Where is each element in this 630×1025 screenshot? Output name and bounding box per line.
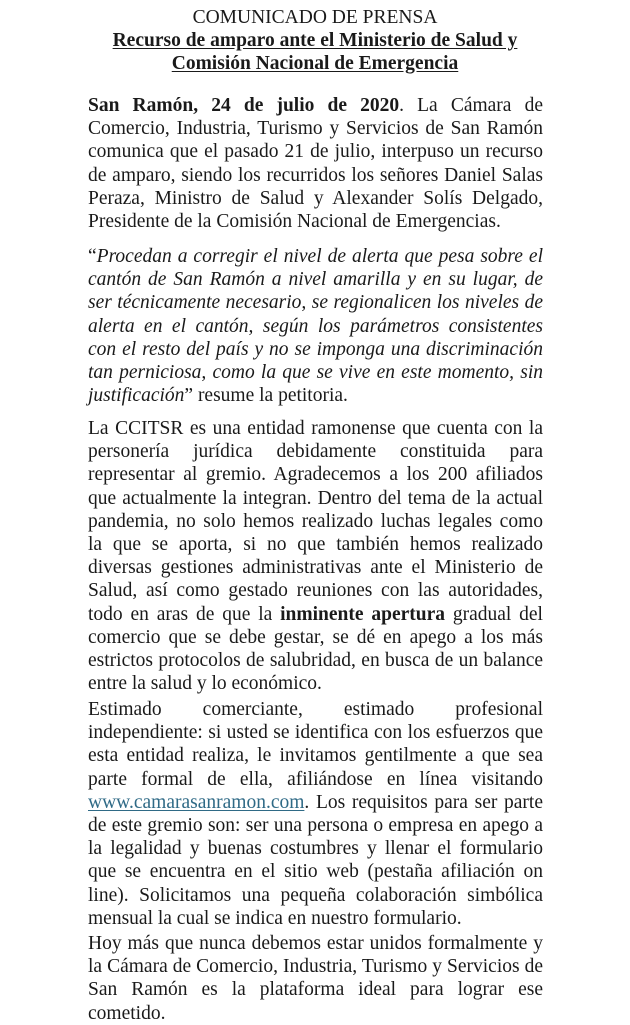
- open-quote: “: [88, 246, 97, 267]
- dateline: San Ramón, 24 de julio de 2020: [88, 95, 400, 116]
- invitation-text-before: Estimado comerciante, estimado profesional independiente: si usted se identifica con los esfuerzos que esta entidad realiza, le invitamos gentilmente a que sea parte formal de ella, afiliándose en línea visitando: [88, 699, 543, 790]
- quote-tail: resume la petitoria.: [193, 385, 348, 407]
- paragraph-invitation: [88, 698, 543, 930]
- intro-text: . La Cámara de Comercio, Industria, Turismo y Servicios de San Ramón comunica que el pasado 21 de julio, interpuso un recurso de amparo, siendo los recurridos los señores Daniel Salas Peraza, Ministro de Salud y Alexander Solís Delgado, Presidente de la Comisión Nacional de Emergencias.: [88, 95, 543, 233]
- website-link[interactable]: www.camarasanramon.com: [88, 791, 305, 813]
- about-text-before: La CCITSR es una entidad ramonense que cuenta con la personería jurídica debidamente constituida para representar al gremio. Agradecemos a los 200 afiliados que actualmente la integran. Dentro del tema de la actual pandemia, no solo hemos realizado luchas legales como la que se aporta, si no que también hemos realizado diversas gestiones administrativas ante el Ministerio de Salud, así como gestado reuniones con las autoridades, todo en aras de que la: [88, 418, 543, 625]
- document-header: [0, 0, 630, 75]
- closing-text: Hoy más que nunca debemos estar unidos formalmente y la Cámara de Comercio, Industria, Turismo y Servicios de San Ramón es la plataforma ideal para lograr ese cometido.: [88, 933, 543, 1024]
- paragraph-about: [88, 417, 543, 695]
- document-title-line-1: Recurso de amparo ante el Ministerio de Salud y: [112, 30, 518, 51]
- paragraph-intro: [88, 94, 543, 233]
- invitation-text-after: . Los requisitos para ser parte de este gremio son: ser una persona o empresa en apego a la legalidad y buenas costumbres y llenar el formulario que se encuentra en el sitio web (pestaña afiliación on line). Solicitamos una pequeña colaboración simbólica mensual la cual se indica en nuestro formulario.: [88, 791, 543, 929]
- about-bold-emphasis: inminente apertura: [280, 603, 446, 625]
- document-title-line-2: Comisión Nacional de Emergencia: [171, 53, 459, 74]
- document-kicker: COMUNICADO DE PRENSA: [192, 7, 438, 28]
- paragraph-closing: [88, 932, 543, 1025]
- about-text-after: gradual del comercio que se debe gestar, se dé en apego a los más estrictos protocolos de salubridad, en busca de un balance entre la salud y lo económico.: [88, 603, 543, 695]
- close-quote: ”: [184, 385, 194, 407]
- paragraph-quote: [88, 245, 543, 407]
- petition-quote: Procedan a corregir el nivel de alerta que pesa sobre el cantón de San Ramón a nivel amarilla y en su lugar, de ser técnicamente necesario, se regionalicen los niveles de alerta en el cantón, según los parámetros consistentes con el resto del país y no se imponga una discriminación tan perniciosa, como la que se vive en este momento, sin justificación: [88, 246, 543, 407]
